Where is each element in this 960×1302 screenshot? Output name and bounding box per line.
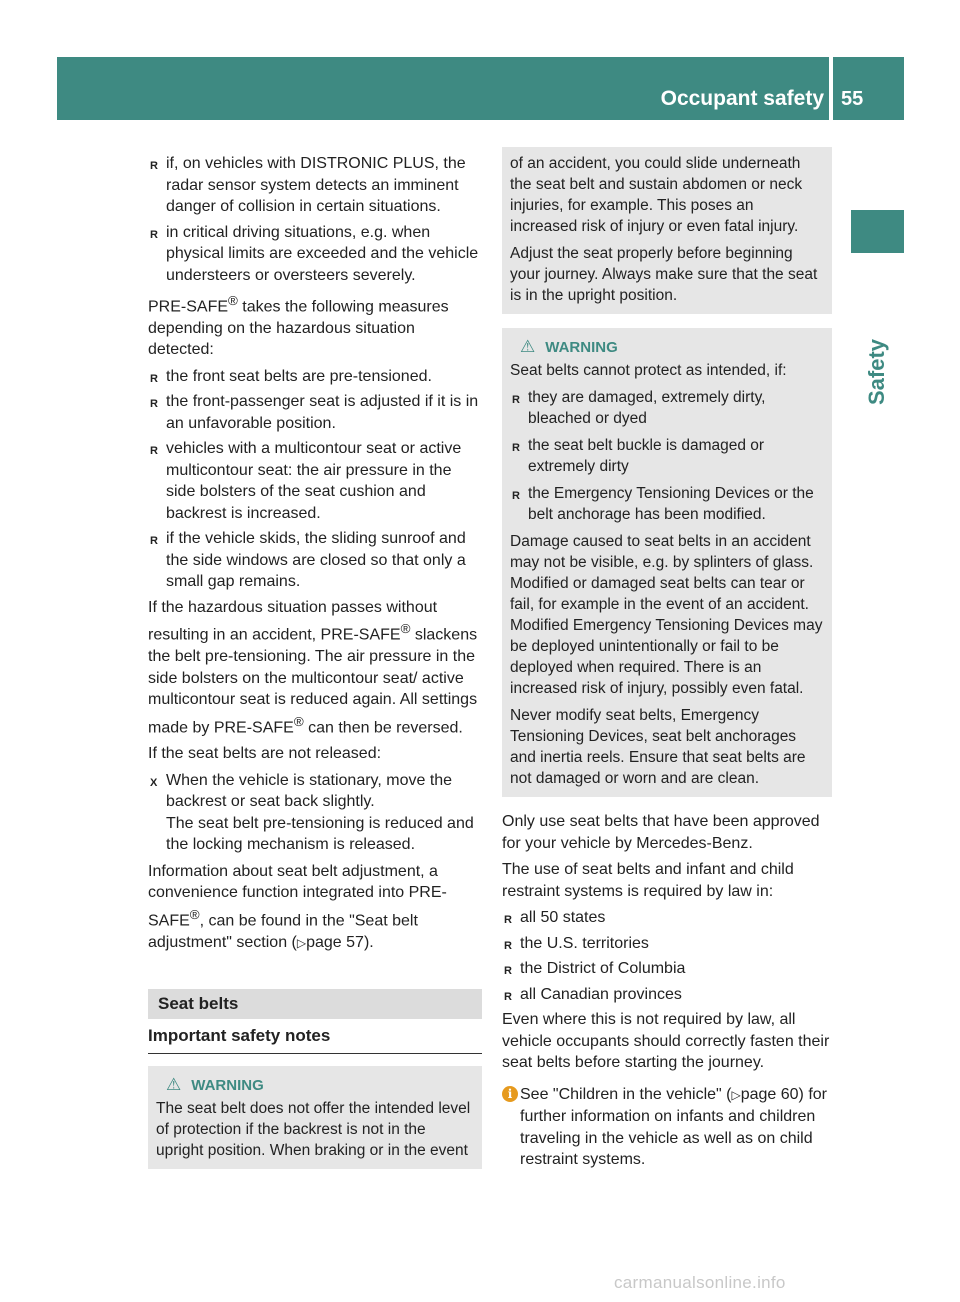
list-item: R if, on vehicles with DISTRONIC PLUS, the radar sensor system detects an imminent danger of collision in certain situations. [148, 153, 482, 218]
warning-triangle-icon: ⚠ [166, 1074, 182, 1094]
instruction-step [148, 770, 482, 856]
page-ref-arrow-icon: ▷ [731, 1087, 741, 1102]
paragraph [148, 290, 482, 361]
warning-header [156, 1074, 474, 1096]
paragraph: The use of seat belts and infant and child restraint systems is required by law in: [502, 861, 794, 900]
page-ref-arrow-icon: ▷ [296, 935, 307, 950]
warning-header [510, 336, 824, 358]
list-item: R if the vehicle skids, the sliding sunroof and the side windows are closed so that only a small gap remains. [148, 528, 482, 593]
header-separator [829, 57, 833, 120]
text: PRE-SAFE [148, 298, 229, 316]
warning-text: The seat belt does not offer the intended level of protection if the backrest is not in the upright position. When braking or in the event [156, 1099, 471, 1159]
registered-mark: ® [400, 621, 411, 637]
page-title: Occupant safety [660, 87, 824, 110]
warning-text: of an accident, you could slide underneath the seat belt and sustain abdomen or neck injuries, for example. This poses an increased risk of injury or even fatal injury. [510, 155, 803, 235]
text: See "Children in the vehicle" ( [520, 1085, 732, 1103]
warning-text: Seat belts cannot protect as intended, if: [510, 362, 787, 379]
text: , can be found in the "Seat belt adjustment" section ( [148, 912, 418, 951]
right-column [502, 155, 832, 1171]
warning-text: Never modify seat belts, Emergency Tensioning Devices, seat belt anchorages and inertia reels. Ensure that seat belts are not damaged or worn and are clean. [510, 707, 806, 787]
text: ). [363, 933, 374, 951]
list-item: R the front-passenger seat is adjusted if it is in an unfavorable position. [148, 391, 482, 434]
list-item: R the U.S. territories [502, 933, 832, 955]
list-item: R the seat belt buckle is damaged or extremely dirty [510, 435, 824, 477]
text: Information about seat belt adjustment, a convenience function integrated into PRE-SAFE [148, 862, 447, 930]
page-number: 55 [841, 88, 864, 110]
watermark: carmanualsonline.info [614, 1273, 786, 1292]
text: takes the following measures depending on the hazardous situation detected: [148, 298, 449, 359]
registered-mark: ® [228, 293, 238, 308]
step-result: The seat belt pre-tensioning is reduced and the locking mechanism is released. [166, 814, 474, 854]
registered-mark: ® [189, 906, 200, 922]
warning-triangle-icon: ⚠ [520, 337, 536, 356]
paragraph: Only use seat belts that have been approved for your vehicle by Mercedes-Benz. [502, 813, 820, 852]
text: If the hazardous situation passes without resulting in an accident, PRE-SAFE [148, 598, 438, 644]
list-item: R they are damaged, extremely dirty, bleached or dyed [510, 387, 824, 429]
subsection-heading: Important safety notes [148, 1019, 482, 1054]
paragraph: If the seat belts are not released: [148, 745, 382, 763]
page-reference-link[interactable]: page 60 [740, 1085, 799, 1103]
section-heading: Seat belts [148, 989, 482, 1019]
info-note [502, 1084, 832, 1171]
list-item: R the front seat belts are pre-tensioned. [148, 366, 482, 388]
text: ) for further information on infants and children traveling in the vehicle as well as on child restraint systems. [520, 1085, 827, 1168]
text: slackens the belt pre-tensioning. The air pressure in the side bolsters on the multicontour seat/ active multicontour seat is reduced again. All settings made by PRE-SAFE [148, 626, 478, 736]
registered-mark: ® [293, 713, 304, 729]
paragraph [148, 861, 482, 954]
warning-label: WARNING [191, 1076, 264, 1094]
info-icon: i [502, 1086, 518, 1102]
paragraph [148, 597, 482, 739]
warning-box [502, 328, 832, 797]
warning-text: Damage caused to seat belts in an accident may not be visible, e.g. by splinters of glass. Modified or damaged seat belts can tear or fail, for example in the event of an accident. Modified Emergency Tensioning Devices may be deployed unintentionally or fail to be deployed when required. There is an increased risk of injury, possibly even fatal. [510, 533, 823, 697]
list-item: R the District of Columbia [502, 958, 832, 980]
list-item: R in critical driving situations, e.g. when physical limits are exceeded and the vehicle understeers or oversteers severely. [148, 222, 482, 287]
list-item: R all Canadian provinces [502, 984, 832, 1006]
left-column [148, 153, 482, 1169]
page-reference-link[interactable]: page 57 [306, 933, 364, 951]
paragraph: Even where this is not required by law, all vehicle occupants should correctly fasten their seat belts before starting the journey. [502, 1011, 830, 1071]
side-tab-marker [851, 210, 904, 253]
step-text: When the vehicle is stationary, move the backrest or seat back slightly. [166, 771, 453, 811]
list-item: R the Emergency Tensioning Devices or the belt anchorage has been modified. [510, 483, 824, 525]
warning-box [148, 1066, 482, 1169]
chapter-label: Safety [864, 338, 889, 406]
warning-label: WARNING [545, 339, 618, 356]
list-item: R vehicles with a multicontour seat or active multicontour seat: the air pressure in the side bolsters of the seat cushion and backrest is increased. [148, 438, 482, 524]
warning-text: Adjust the seat properly before beginning your journey. Always make sure that the seat is in the upright position. [510, 245, 818, 304]
list-item: R all 50 states [502, 907, 832, 929]
text: can then be reversed. [303, 718, 463, 736]
warning-box-continued [502, 147, 832, 314]
